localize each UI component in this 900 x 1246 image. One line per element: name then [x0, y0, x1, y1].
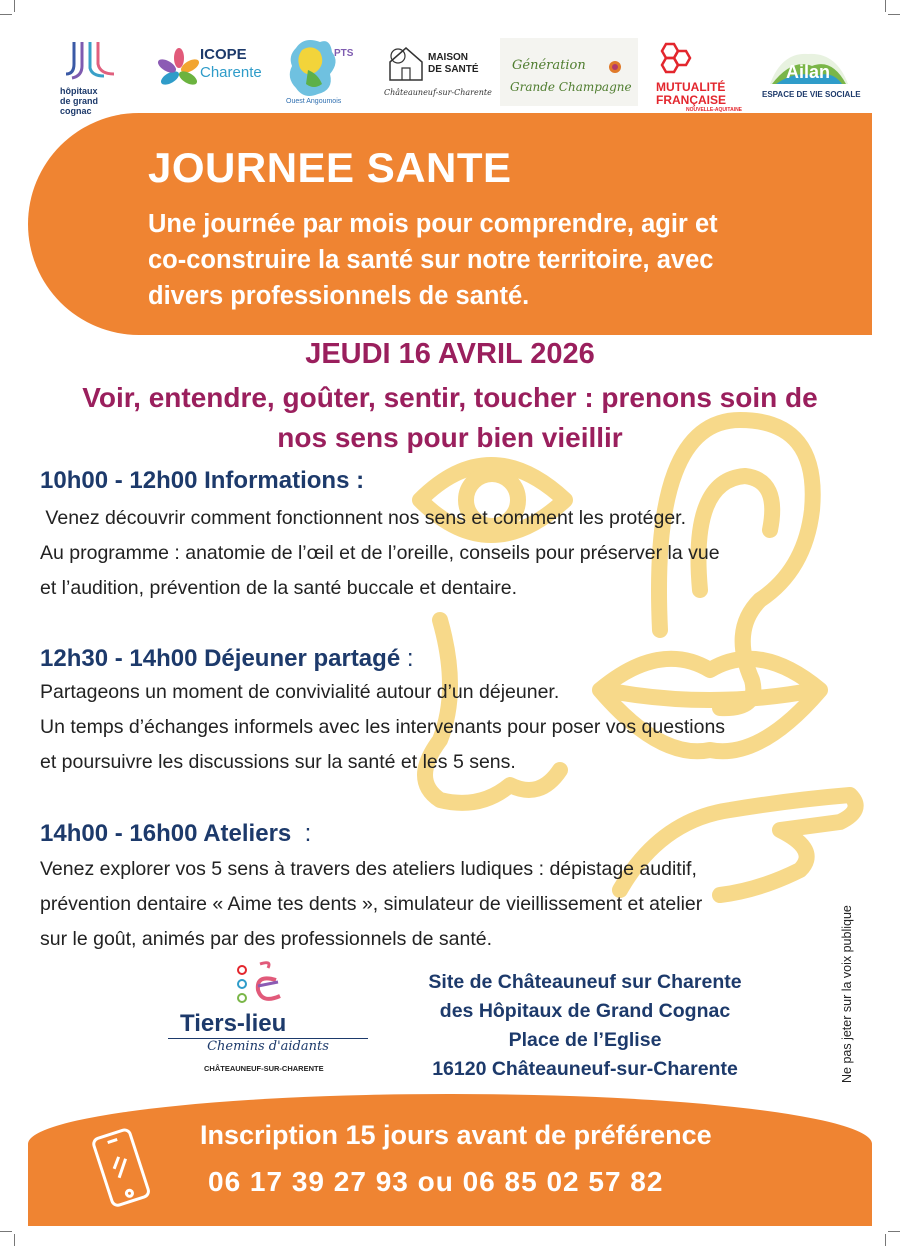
- event-date: JEUDI 16 AVRIL 2026: [305, 338, 595, 370]
- crop-mark: [0, 1231, 12, 1232]
- smartphone-icon: [88, 1126, 158, 1208]
- logo-text: ICOPE: [200, 46, 247, 63]
- logo-text: cognac: [60, 106, 92, 116]
- logo-text: Grande Champagne: [510, 80, 632, 94]
- logo-tiers-lieu: [160, 958, 370, 1078]
- grape-icon: [608, 60, 622, 74]
- event-address: [390, 968, 780, 1084]
- crop-mark: [871, 0, 886, 12]
- section-colon: :: [291, 820, 312, 847]
- logo-mutualite-francaise: [652, 34, 752, 114]
- subtitle-line: Une journée par mois pour comprendre, agir et: [148, 210, 718, 238]
- section-time-title: 10h00 - 12h00 Informations :: [40, 467, 365, 494]
- logo-icope: [154, 34, 264, 114]
- registration-note: Inscription 15 jours avant de préférence: [200, 1120, 712, 1150]
- section-line: sur le goût, animés par des professionnels de santé.: [40, 928, 493, 950]
- address-line: Place de l’Eglise: [508, 1029, 662, 1051]
- section-time-title: 14h00 - 16h00 Ateliers: [40, 820, 292, 847]
- section-line: et l’audition, prévention de la santé buccale et dentaire.: [40, 577, 517, 599]
- section-line: Au programme : anatomie de l’œil et de l’oreille, conseils pour préserver la vue: [40, 542, 720, 564]
- logo-text: Charente: [200, 64, 262, 81]
- honeycomb-icon: [656, 42, 696, 76]
- program-section-ateliers: [40, 820, 860, 957]
- section-heading: [40, 820, 860, 848]
- logo-generation-grande-champagne: [500, 34, 640, 114]
- tiers-lieu-mark-icon: [232, 958, 292, 1008]
- theme-line: Voir, entendre, goûter, sentir, toucher : prenons soin de: [82, 382, 818, 413]
- program-section-informations: [40, 467, 860, 606]
- logo-text: NOUVELLE-AQUITAINE: [686, 107, 743, 113]
- section-heading: [40, 467, 860, 495]
- crop-mark: [0, 14, 12, 15]
- page-title: JOURNEE SANTE: [148, 144, 512, 191]
- address-line: 16120 Châteauneuf-sur-Charente: [432, 1058, 738, 1080]
- program-section-dejeuner: [40, 645, 860, 780]
- crop-mark: [888, 1231, 900, 1232]
- tiers-lieu-tagline: Chemins d'aidants: [168, 1038, 368, 1054]
- section-line: et poursuivre les discussions sur la santé et les 5 sens.: [40, 751, 516, 773]
- logo-text: Ouest Angoumois: [286, 98, 342, 105]
- address-line: des Hôpitaux de Grand Cognac: [439, 1000, 731, 1022]
- section-heading: [40, 645, 860, 673]
- logo-text: Ailan: [786, 62, 831, 82]
- logo-text: FRANÇAISE: [656, 93, 727, 107]
- address-line: Site de Châteauneuf sur Charente: [428, 971, 742, 993]
- logo-text: MUTUALITÉ: [656, 80, 726, 94]
- logo-text: PTS: [334, 48, 354, 59]
- tiers-lieu-place: CHÂTEAUNEUF-SUR-CHARENTE: [204, 1064, 324, 1073]
- tiers-lieu-name: Tiers-lieu: [180, 1010, 287, 1037]
- logo-maison-de-sante: [384, 34, 492, 114]
- page-subtitle: [148, 206, 848, 314]
- hopitaux-mark-icon: [60, 34, 130, 84]
- logo-text: ESPACE DE VIE SOCIALE: [762, 90, 861, 99]
- section-line: Un temps d’échanges informels avec les intervenants pour poser vos questions: [40, 716, 726, 738]
- litter-notice: Ne pas jeter sur la voix publique: [840, 905, 854, 1083]
- section-line: Partageons un moment de convivialité autour d’un déjeuner.: [40, 681, 560, 703]
- logo-text: Génération: [512, 58, 586, 73]
- logo-text: DE SANTÉ: [428, 64, 479, 75]
- flower-icon: [154, 44, 204, 94]
- logo-pts: [284, 34, 354, 114]
- logo-text: hôpitaux: [60, 86, 98, 96]
- logo-ailan: [760, 34, 860, 114]
- event-theme: [20, 378, 880, 458]
- subtitle-line: divers professionnels de santé.: [148, 282, 530, 310]
- partner-logos: [60, 34, 860, 114]
- logo-text: MAISON: [428, 52, 468, 63]
- crop-mark: [14, 1234, 29, 1246]
- logo-hopitaux-grand-cognac: [60, 34, 130, 114]
- section-time-title: 12h30 - 14h00 Déjeuner partagé: [40, 645, 401, 672]
- logo-text: de grand: [60, 96, 99, 106]
- crop-mark: [888, 14, 900, 15]
- section-line: prévention dentaire « Aime tes dents », simulateur de vieillissement et atelier: [40, 893, 703, 915]
- crop-mark: [14, 0, 29, 12]
- contact-phones: 06 17 39 27 93 ou 06 85 02 57 82: [208, 1166, 664, 1197]
- section-line: Venez découvrir comment fonctionnent nos sens et comment les protéger.: [40, 507, 687, 529]
- crop-mark: [871, 1234, 886, 1246]
- house-icon: [384, 40, 428, 84]
- subtitle-line: co-construire la santé sur notre territoire, avec: [148, 246, 714, 274]
- section-line: Venez explorer vos 5 sens à travers des ateliers ludiques : dépistage auditif,: [40, 858, 697, 880]
- logo-text: Châteauneuf-sur-Charente: [384, 88, 492, 97]
- section-colon: :: [400, 645, 414, 672]
- theme-line: nos sens pour bien vieillir: [277, 422, 623, 453]
